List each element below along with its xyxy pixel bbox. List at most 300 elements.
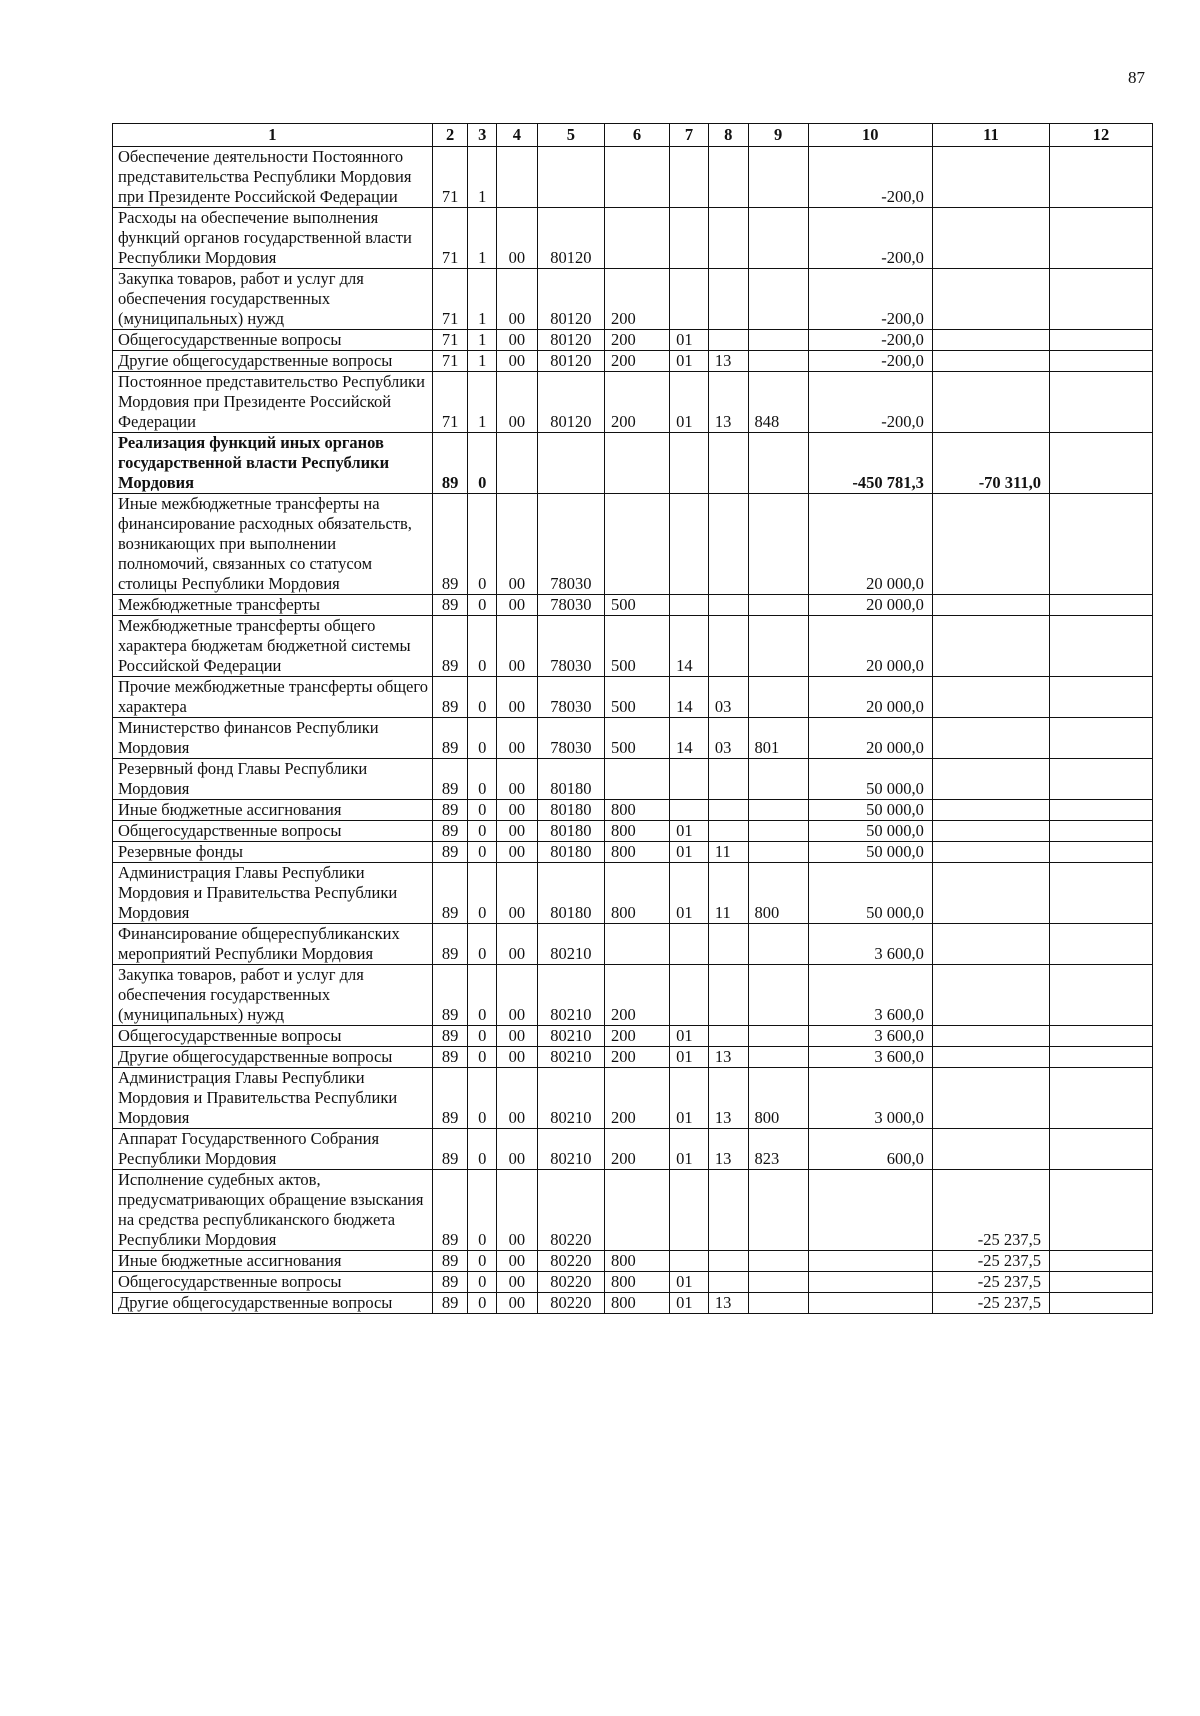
cell-col-3: 1: [468, 269, 497, 330]
cell-col-9: [748, 433, 808, 494]
cell-col-11: [932, 351, 1049, 372]
cell-col-8: 13: [708, 1293, 748, 1314]
cell-col-5: 80210: [537, 965, 604, 1026]
cell-col-4: 00: [496, 1293, 537, 1314]
table-row: [113, 924, 1153, 965]
cell-col-10: [808, 1293, 932, 1314]
cell-col-7: [670, 1251, 709, 1272]
cell-col-7: 14: [670, 677, 709, 718]
page-number: 87: [1128, 68, 1145, 87]
column-header-2: 2: [432, 124, 468, 147]
cell-col-3: 0: [468, 821, 497, 842]
cell-col-10: 3 600,0: [808, 965, 932, 1026]
column-header-9: 9: [748, 124, 808, 147]
cell-col-5: 80220: [537, 1272, 604, 1293]
cell-col-11: [932, 1068, 1049, 1129]
cell-col-7: 01: [670, 1272, 709, 1293]
cell-col-7: 01: [670, 372, 709, 433]
cell-col-4: 00: [496, 372, 537, 433]
cell-col-12: [1050, 1047, 1153, 1068]
cell-col-2: 89: [432, 494, 468, 595]
cell-col-6: 500: [604, 595, 669, 616]
cell-col-3: 0: [468, 1026, 497, 1047]
cell-col-8: [708, 269, 748, 330]
cell-col-6: 500: [604, 718, 669, 759]
row-name: Иные бюджетные ассигнования: [113, 1251, 433, 1272]
cell-col-5: 80120: [537, 208, 604, 269]
cell-col-12: [1050, 759, 1153, 800]
cell-col-7: 01: [670, 1129, 709, 1170]
cell-col-2: 89: [432, 924, 468, 965]
cell-col-8: [708, 924, 748, 965]
cell-col-7: 14: [670, 616, 709, 677]
cell-col-2: 71: [432, 208, 468, 269]
cell-col-12: [1050, 1293, 1153, 1314]
cell-col-4: 00: [496, 1272, 537, 1293]
cell-col-3: 0: [468, 1047, 497, 1068]
cell-col-3: 1: [468, 372, 497, 433]
cell-col-12: [1050, 1170, 1153, 1251]
cell-col-4: 00: [496, 800, 537, 821]
cell-col-10: [808, 1251, 932, 1272]
cell-col-3: 0: [468, 759, 497, 800]
cell-col-10: -200,0: [808, 147, 932, 208]
table-row: [113, 1251, 1153, 1272]
cell-col-9: [748, 616, 808, 677]
table-row: [113, 718, 1153, 759]
cell-col-5: 78030: [537, 718, 604, 759]
cell-col-8: 13: [708, 1129, 748, 1170]
table-row: [113, 1026, 1153, 1047]
cell-col-2: 89: [432, 1272, 468, 1293]
table-body: [113, 147, 1153, 1314]
cell-col-5: 78030: [537, 677, 604, 718]
table-row: [113, 269, 1153, 330]
cell-col-9: [748, 677, 808, 718]
row-name: Резервные фонды: [113, 842, 433, 863]
cell-col-4: 00: [496, 1129, 537, 1170]
cell-col-9: [748, 800, 808, 821]
cell-col-2: 89: [432, 677, 468, 718]
cell-col-9: [748, 965, 808, 1026]
cell-col-9: [748, 1026, 808, 1047]
cell-col-9: [748, 595, 808, 616]
row-name: Другие общегосударственные вопросы: [113, 1293, 433, 1314]
cell-col-3: 1: [468, 208, 497, 269]
column-header-11: 11: [932, 124, 1049, 147]
row-name: Министерство финансов Республики Мордовия: [113, 718, 433, 759]
table-row: [113, 965, 1153, 1026]
cell-col-4: [496, 433, 537, 494]
cell-col-8: 11: [708, 842, 748, 863]
cell-col-2: 89: [432, 1170, 468, 1251]
cell-col-8: 03: [708, 677, 748, 718]
budget-table: [112, 123, 1153, 1314]
table-row: [113, 1170, 1153, 1251]
cell-col-8: 13: [708, 1047, 748, 1068]
cell-col-11: [932, 965, 1049, 1026]
row-name: Исполнение судебных актов, предусматривающих обращение взыскания на средства республиканского бюджета Республики Мордовия: [113, 1170, 433, 1251]
column-header-12: 12: [1050, 124, 1153, 147]
row-name: Администрация Главы Республики Мордовия и Правительства Республики Мордовия: [113, 863, 433, 924]
cell-col-5: 78030: [537, 595, 604, 616]
cell-col-12: [1050, 147, 1153, 208]
cell-col-7: [670, 759, 709, 800]
cell-col-12: [1050, 965, 1153, 1026]
row-name: Межбюджетные трансферты: [113, 595, 433, 616]
cell-col-9: [748, 269, 808, 330]
cell-col-8: [708, 595, 748, 616]
cell-col-8: [708, 494, 748, 595]
cell-col-4: 00: [496, 1047, 537, 1068]
cell-col-11: -70 311,0: [932, 433, 1049, 494]
cell-col-4: 00: [496, 1026, 537, 1047]
cell-col-4: 00: [496, 1251, 537, 1272]
cell-col-3: 0: [468, 1129, 497, 1170]
cell-col-6: 200: [604, 351, 669, 372]
cell-col-8: 03: [708, 718, 748, 759]
cell-col-3: 0: [468, 863, 497, 924]
cell-col-4: [496, 147, 537, 208]
row-name: Закупка товаров, работ и услуг для обеспечения государственных (муниципальных) нужд: [113, 269, 433, 330]
column-header-10: 10: [808, 124, 932, 147]
table-row: [113, 351, 1153, 372]
cell-col-8: 13: [708, 351, 748, 372]
cell-col-7: 01: [670, 1026, 709, 1047]
cell-col-12: [1050, 677, 1153, 718]
cell-col-11: [932, 330, 1049, 351]
cell-col-11: [932, 208, 1049, 269]
row-name: Общегосударственные вопросы: [113, 1272, 433, 1293]
cell-col-9: [748, 1251, 808, 1272]
cell-col-6: 800: [604, 1293, 669, 1314]
cell-col-10: -200,0: [808, 330, 932, 351]
cell-col-2: 71: [432, 351, 468, 372]
cell-col-9: [748, 821, 808, 842]
cell-col-7: [670, 800, 709, 821]
cell-col-8: [708, 208, 748, 269]
cell-col-4: 00: [496, 351, 537, 372]
cell-col-8: [708, 965, 748, 1026]
cell-col-12: [1050, 433, 1153, 494]
cell-col-5: 80120: [537, 330, 604, 351]
table-row: [113, 616, 1153, 677]
cell-col-3: 0: [468, 1293, 497, 1314]
cell-col-6: [604, 1170, 669, 1251]
cell-col-7: [670, 1170, 709, 1251]
cell-col-5: 80220: [537, 1170, 604, 1251]
cell-col-4: 00: [496, 821, 537, 842]
cell-col-5: 80210: [537, 1129, 604, 1170]
cell-col-8: [708, 759, 748, 800]
cell-col-9: 800: [748, 1068, 808, 1129]
cell-col-10: 20 000,0: [808, 595, 932, 616]
header-row: [113, 124, 1153, 147]
cell-col-6: [604, 147, 669, 208]
cell-col-3: 1: [468, 147, 497, 208]
cell-col-6: [604, 494, 669, 595]
cell-col-6: 200: [604, 330, 669, 351]
cell-col-12: [1050, 1129, 1153, 1170]
column-header-3: 3: [468, 124, 497, 147]
cell-col-3: 1: [468, 330, 497, 351]
cell-col-8: [708, 1026, 748, 1047]
table-row: [113, 1068, 1153, 1129]
cell-col-9: [748, 208, 808, 269]
cell-col-6: 500: [604, 616, 669, 677]
cell-col-11: -25 237,5: [932, 1293, 1049, 1314]
cell-col-10: 20 000,0: [808, 616, 932, 677]
cell-col-11: [932, 821, 1049, 842]
cell-col-11: [932, 147, 1049, 208]
cell-col-7: [670, 595, 709, 616]
cell-col-7: 01: [670, 863, 709, 924]
cell-col-5: 80120: [537, 351, 604, 372]
cell-col-11: -25 237,5: [932, 1272, 1049, 1293]
row-name: Общегосударственные вопросы: [113, 821, 433, 842]
cell-col-12: [1050, 616, 1153, 677]
cell-col-4: 00: [496, 494, 537, 595]
row-name: Иные бюджетные ассигнования: [113, 800, 433, 821]
cell-col-9: [748, 351, 808, 372]
row-name: Другие общегосударственные вопросы: [113, 351, 433, 372]
cell-col-8: 11: [708, 863, 748, 924]
cell-col-4: 00: [496, 208, 537, 269]
cell-col-3: 0: [468, 433, 497, 494]
cell-col-3: 0: [468, 718, 497, 759]
cell-col-5: 80220: [537, 1251, 604, 1272]
cell-col-2: 89: [432, 1026, 468, 1047]
cell-col-12: [1050, 330, 1153, 351]
cell-col-3: 0: [468, 965, 497, 1026]
column-header-6: 6: [604, 124, 669, 147]
cell-col-6: 500: [604, 677, 669, 718]
cell-col-9: [748, 759, 808, 800]
cell-col-9: [748, 147, 808, 208]
row-name: Реализация функций иных органов государственной власти Республики Мордовия: [113, 433, 433, 494]
cell-col-12: [1050, 372, 1153, 433]
cell-col-8: [708, 821, 748, 842]
row-name: Общегосударственные вопросы: [113, 330, 433, 351]
cell-col-7: 01: [670, 821, 709, 842]
cell-col-10: -200,0: [808, 372, 932, 433]
cell-col-9: [748, 1170, 808, 1251]
cell-col-2: 89: [432, 863, 468, 924]
cell-col-11: [932, 759, 1049, 800]
cell-col-9: [748, 330, 808, 351]
cell-col-3: 0: [468, 494, 497, 595]
cell-col-9: 848: [748, 372, 808, 433]
table-row: [113, 800, 1153, 821]
column-header-5: 5: [537, 124, 604, 147]
cell-col-9: [748, 1272, 808, 1293]
cell-col-2: 89: [432, 595, 468, 616]
table-row: [113, 1047, 1153, 1068]
cell-col-8: [708, 1272, 748, 1293]
cell-col-6: 800: [604, 800, 669, 821]
cell-col-8: [708, 800, 748, 821]
cell-col-12: [1050, 863, 1153, 924]
cell-col-12: [1050, 208, 1153, 269]
cell-col-7: [670, 494, 709, 595]
cell-col-3: 0: [468, 1068, 497, 1129]
cell-col-6: 800: [604, 863, 669, 924]
cell-col-7: 01: [670, 1293, 709, 1314]
cell-col-3: 0: [468, 924, 497, 965]
table-row: [113, 330, 1153, 351]
cell-col-5: 78030: [537, 494, 604, 595]
cell-col-6: 800: [604, 1251, 669, 1272]
cell-col-8: [708, 433, 748, 494]
cell-col-11: [932, 1129, 1049, 1170]
cell-col-4: 00: [496, 677, 537, 718]
cell-col-10: 50 000,0: [808, 821, 932, 842]
cell-col-6: [604, 759, 669, 800]
row-name: Резервный фонд Главы Республики Мордовия: [113, 759, 433, 800]
cell-col-4: 00: [496, 924, 537, 965]
cell-col-5: 80180: [537, 863, 604, 924]
cell-col-2: 89: [432, 1129, 468, 1170]
cell-col-5: 80180: [537, 821, 604, 842]
cell-col-12: [1050, 595, 1153, 616]
cell-col-9: [748, 924, 808, 965]
cell-col-2: 89: [432, 821, 468, 842]
row-name: Постоянное представительство Республики Мордовия при Президенте Российской Федерации: [113, 372, 433, 433]
row-name: Закупка товаров, работ и услуг для обеспечения государственных (муниципальных) нужд: [113, 965, 433, 1026]
row-name: Прочие межбюджетные трансферты общего характера: [113, 677, 433, 718]
cell-col-10: -200,0: [808, 351, 932, 372]
cell-col-7: [670, 269, 709, 330]
cell-col-11: -25 237,5: [932, 1170, 1049, 1251]
cell-col-5: [537, 433, 604, 494]
cell-col-2: 89: [432, 842, 468, 863]
cell-col-6: 200: [604, 965, 669, 1026]
cell-col-10: 20 000,0: [808, 494, 932, 595]
cell-col-7: 01: [670, 330, 709, 351]
table-row: [113, 433, 1153, 494]
cell-col-12: [1050, 924, 1153, 965]
row-name: Администрация Главы Республики Мордовия и Правительства Республики Мордовия: [113, 1068, 433, 1129]
cell-col-2: 89: [432, 1251, 468, 1272]
table-row: [113, 1129, 1153, 1170]
cell-col-2: 89: [432, 718, 468, 759]
cell-col-2: 71: [432, 372, 468, 433]
cell-col-12: [1050, 1272, 1153, 1293]
cell-col-6: 800: [604, 821, 669, 842]
cell-col-2: 89: [432, 1293, 468, 1314]
cell-col-5: 80210: [537, 924, 604, 965]
cell-col-7: 01: [670, 1068, 709, 1129]
row-name: Обеспечение деятельности Постоянного представительства Республики Мордовия при Президенте Российской Федерации: [113, 147, 433, 208]
cell-col-5: 80180: [537, 759, 604, 800]
row-name: Другие общегосударственные вопросы: [113, 1047, 433, 1068]
cell-col-12: [1050, 718, 1153, 759]
cell-col-4: 00: [496, 269, 537, 330]
row-name: Аппарат Государственного Собрания Республики Мордовия: [113, 1129, 433, 1170]
cell-col-10: 50 000,0: [808, 842, 932, 863]
cell-col-2: 71: [432, 147, 468, 208]
cell-col-5: 80180: [537, 800, 604, 821]
cell-col-3: 0: [468, 1170, 497, 1251]
cell-col-10: [808, 1272, 932, 1293]
cell-col-11: [932, 372, 1049, 433]
cell-col-11: [932, 494, 1049, 595]
cell-col-4: 00: [496, 1068, 537, 1129]
cell-col-8: [708, 616, 748, 677]
cell-col-3: 0: [468, 800, 497, 821]
cell-col-10: 50 000,0: [808, 863, 932, 924]
cell-col-3: 0: [468, 616, 497, 677]
cell-col-10: 50 000,0: [808, 759, 932, 800]
cell-col-11: [932, 842, 1049, 863]
cell-col-7: 01: [670, 842, 709, 863]
cell-col-8: [708, 1251, 748, 1272]
cell-col-11: [932, 1047, 1049, 1068]
cell-col-11: [932, 616, 1049, 677]
cell-col-11: [932, 718, 1049, 759]
cell-col-7: 01: [670, 351, 709, 372]
column-header-4: 4: [496, 124, 537, 147]
table-row: [113, 677, 1153, 718]
cell-col-3: 0: [468, 677, 497, 718]
cell-col-10: 20 000,0: [808, 677, 932, 718]
cell-col-5: [537, 147, 604, 208]
cell-col-3: 0: [468, 1251, 497, 1272]
cell-col-5: 80120: [537, 372, 604, 433]
cell-col-7: [670, 924, 709, 965]
cell-col-4: 00: [496, 842, 537, 863]
cell-col-7: 14: [670, 718, 709, 759]
cell-col-10: -200,0: [808, 269, 932, 330]
cell-col-6: [604, 208, 669, 269]
cell-col-6: 800: [604, 842, 669, 863]
cell-col-6: 200: [604, 1047, 669, 1068]
table-row: [113, 208, 1153, 269]
cell-col-6: [604, 433, 669, 494]
cell-col-9: [748, 1293, 808, 1314]
cell-col-8: [708, 330, 748, 351]
table-header: [113, 124, 1153, 147]
cell-col-2: 89: [432, 1047, 468, 1068]
cell-col-4: 00: [496, 863, 537, 924]
table-row: [113, 1293, 1153, 1314]
cell-col-11: [932, 269, 1049, 330]
column-header-8: 8: [708, 124, 748, 147]
table-row: [113, 372, 1153, 433]
row-name: Расходы на обеспечение выполнения функций органов государственной власти Республики Мордовия: [113, 208, 433, 269]
cell-col-11: [932, 677, 1049, 718]
cell-col-12: [1050, 494, 1153, 595]
cell-col-5: 80210: [537, 1026, 604, 1047]
cell-col-12: [1050, 842, 1153, 863]
cell-col-4: 00: [496, 759, 537, 800]
cell-col-5: 80220: [537, 1293, 604, 1314]
column-header-7: 7: [670, 124, 709, 147]
cell-col-12: [1050, 800, 1153, 821]
cell-col-2: 89: [432, 1068, 468, 1129]
cell-col-6: 200: [604, 372, 669, 433]
cell-col-2: 89: [432, 800, 468, 821]
row-name: Финансирование общереспубликанских мероприятий Республики Мордовия: [113, 924, 433, 965]
cell-col-12: [1050, 821, 1153, 842]
cell-col-4: 00: [496, 718, 537, 759]
cell-col-9: 800: [748, 863, 808, 924]
cell-col-9: [748, 1047, 808, 1068]
cell-col-10: 50 000,0: [808, 800, 932, 821]
table-row: [113, 863, 1153, 924]
cell-col-3: 0: [468, 1272, 497, 1293]
cell-col-8: [708, 147, 748, 208]
